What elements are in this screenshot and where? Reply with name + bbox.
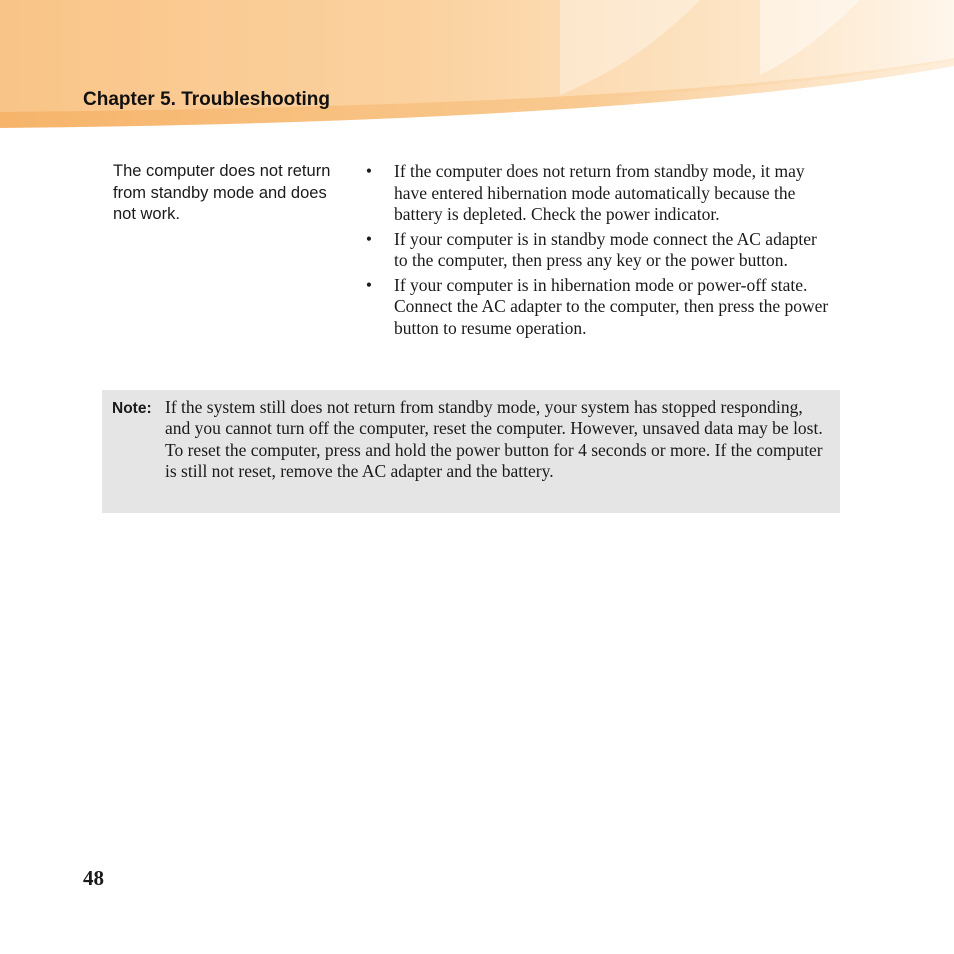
solution-text: If your computer is in hibernation mode or power-off state. Connect the AC adapter to the computer, then press the power button to resume operation.: [394, 274, 829, 338]
note-label: Note:: [112, 400, 152, 417]
problem-description: The computer does not return from standby mode and does not work.: [113, 162, 331, 223]
note-text: If the system still does not return from standby mode, your system has stopped responding, and you cannot turn off the computer, reset the computer. However, unsaved data may be lost. To reset the computer, press and hold the power button for 4 seconds or more. If the computer is still not reset, remove the AC adapter and the battery.: [165, 397, 823, 481]
bullet-icon: •: [365, 161, 373, 181]
chapter-title: Chapter 5. Troubleshooting: [83, 89, 331, 110]
solution-text: If the computer does not return from standby mode, it may have entered hibernation mode automatically because the battery is depleted. Check the power indicator.: [394, 161, 805, 224]
solution-item: [362, 229, 832, 272]
solution-item: [362, 161, 832, 226]
note-box: [102, 390, 840, 513]
solution-list: [362, 161, 832, 342]
solution-item: [362, 275, 832, 340]
page-number: 48: [83, 866, 104, 890]
solution-text: If your computer is in standby mode connect the AC adapter to the computer, then press any key or the power button.: [394, 228, 817, 270]
bullet-icon: •: [365, 228, 373, 249]
bullet-icon: •: [365, 274, 373, 295]
